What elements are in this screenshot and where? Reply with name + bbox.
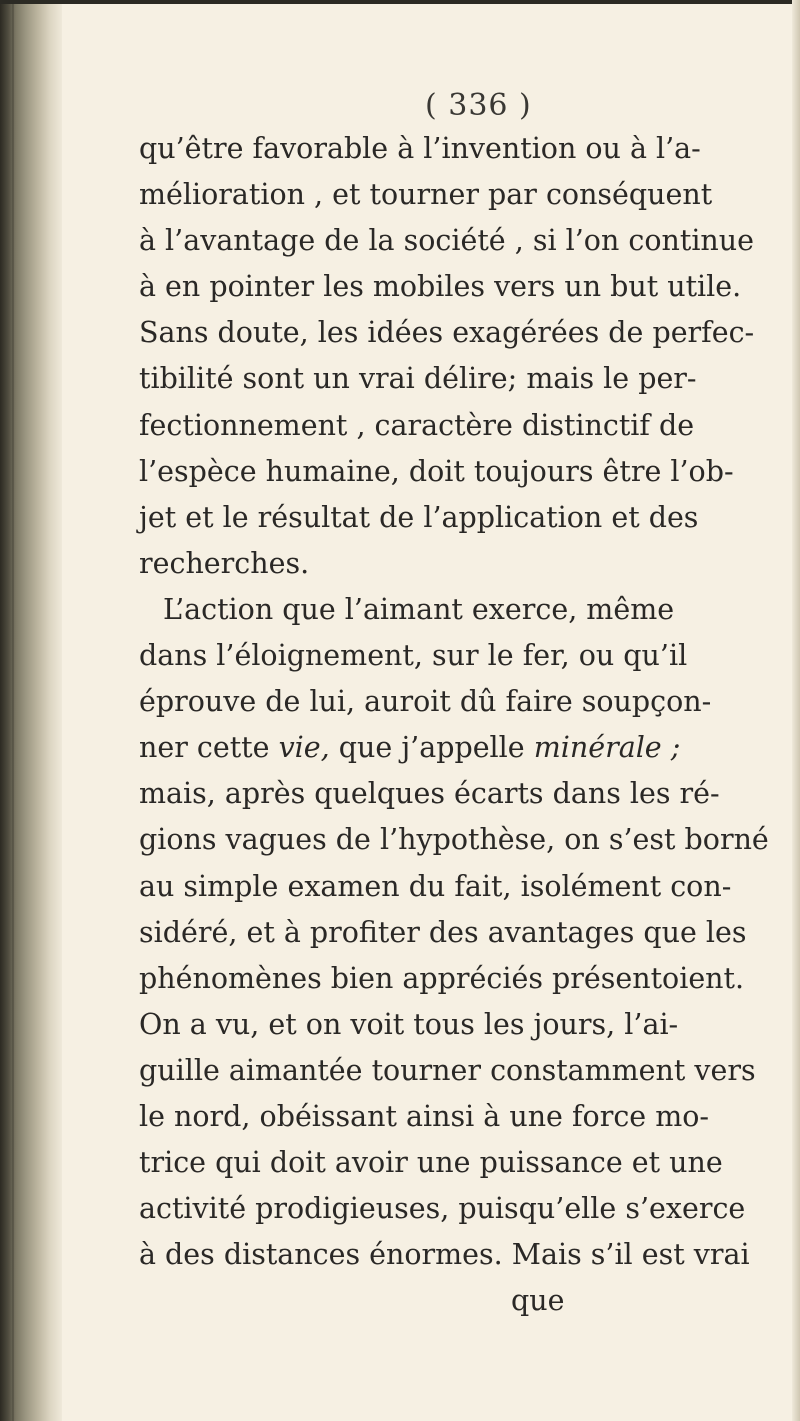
text-line: mélioration , et tourner par conséquent [139,178,713,212]
body-text [139,126,799,1324]
text-line: au simple examen du fait, isolément con- [139,869,732,903]
text-line: qu’être favorable à l’invention ou à l’a- [139,132,701,165]
text-line: On a vu, et on voit tous les jours, l’ai- [139,1007,679,1041]
text-line: à l’avantage de la société , si l’on continue [139,224,755,258]
text-line-with-italics [139,725,799,771]
paragraph-start-line: L’action que l’aimant exerce, même [163,592,675,626]
text-line: gions vagues de l’hypothèse, on s’est borné [139,823,769,857]
text-line: mais, après quelques écarts dans les ré- [139,777,720,811]
text-line: jet et le résultat de l’application et des [139,500,699,534]
text-line: phénomènes bien appréciés présentoient. [139,961,745,995]
text-line: à en pointer les mobiles vers un but utile. [139,270,742,304]
text-line: sidéré, et à profiter des avantages que les [139,915,747,949]
text-line: éprouve de lui, auroit dû faire soupçon- [139,685,712,719]
binding-edge [12,0,14,1421]
text-line: recherches. [139,546,310,580]
text-segment: ner cette [139,731,279,765]
italic-term-vie: vie, [278,731,330,765]
catchword: que [511,1284,565,1318]
page-top-edge [0,0,800,4]
text-line: à des distances énormes. Mais s’il est vrai [139,1238,750,1272]
book-binding-shadow [0,0,62,1421]
text-line: activité prodigieuses, puisqu’elle s’exerce [139,1192,746,1226]
text-segment: que j’appelle [329,731,534,765]
text-line: Sans doute, les idées exagérées de perfec- [139,316,755,350]
text-line: l’espèce humaine, doit toujours être l’ob- [139,454,734,488]
text-line: dans l’éloignement, sur le fer, ou qu’il [139,639,688,673]
text-line: guille aimantée tourner constamment vers [139,1053,756,1087]
text-line: le nord, obéissant ainsi à une force mo- [139,1099,710,1133]
italic-term-minerale: minérale ; [533,731,681,765]
text-line: tibilité sont un vrai délire; mais le per- [139,362,697,396]
page-number: ( 336 ) [425,88,532,123]
text-line: trice qui doit avoir une puissance et une [139,1146,723,1180]
text-line: fectionnement , caractère distinctif de [139,408,695,442]
